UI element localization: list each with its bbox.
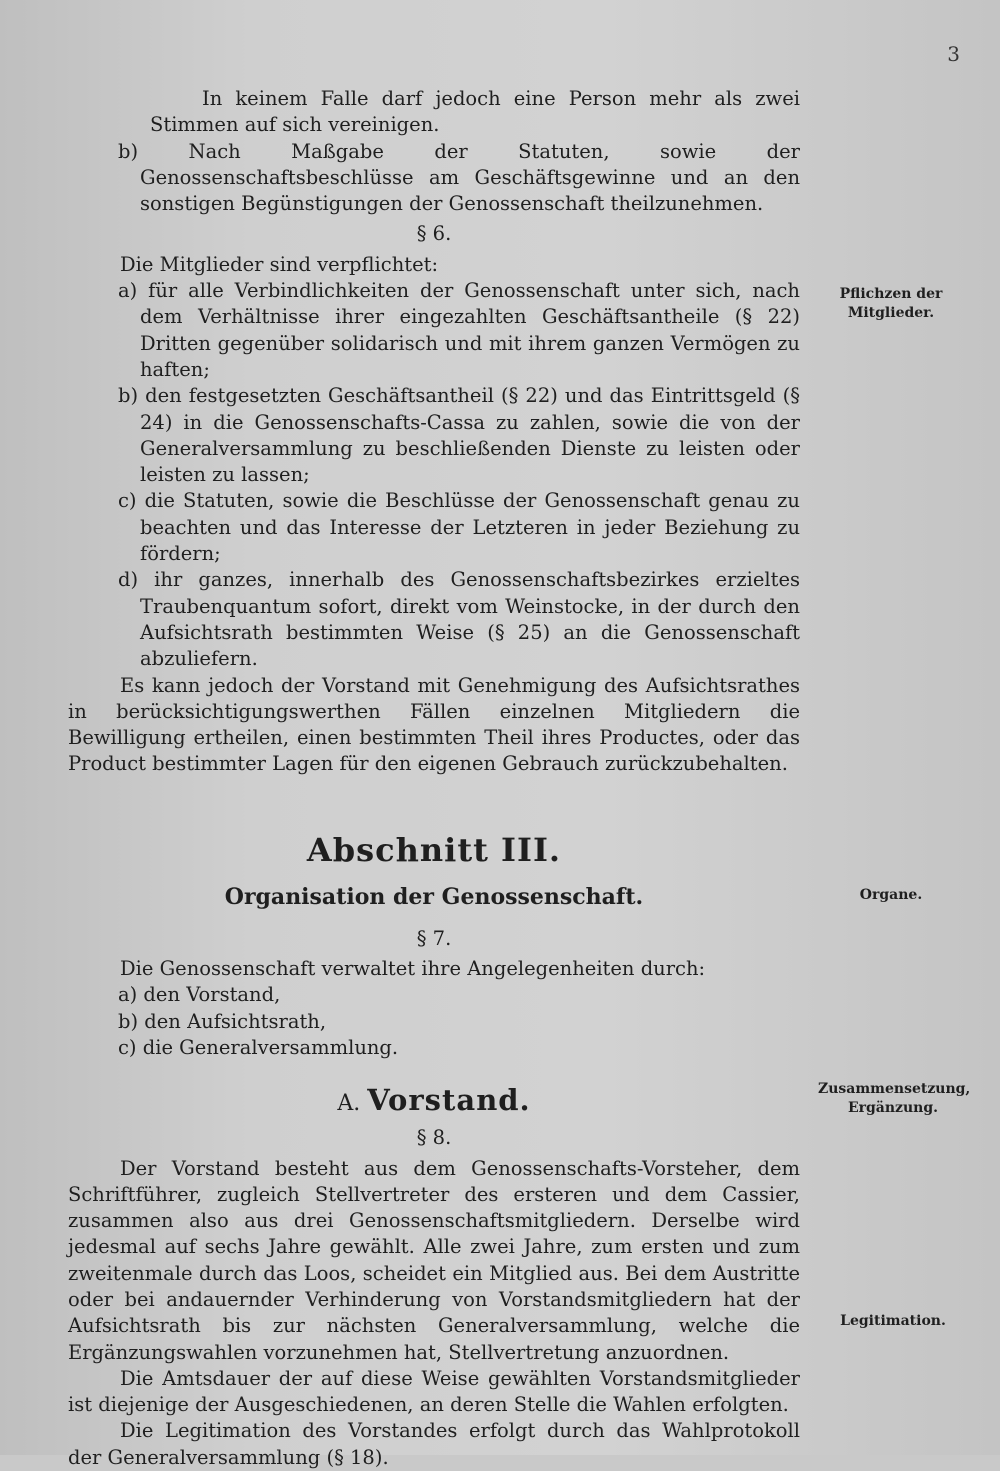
paragraph: Die Genossenschaft verwaltet ihre Angelegenheiten durch:	[120, 957, 706, 981]
chapter-heading: Abschnitt III.	[306, 830, 562, 869]
list-item: c) die Statuten, sowie die Beschlüsse der Genossenschaft genau zu beachten und das Interesse der Letzteren in jeder Beziehung zu fördern;	[118, 489, 800, 566]
section-number: § 8.	[416, 1126, 452, 1150]
paragraph: Es kann jedoch der Vorstand mit Genehmigung des Aufsichtsrathes in berücksichtigungswerthen Fällen einzelnen Mitgliedern die Bewilligung ertheilen, einen bestimmten Theil ihres Productes, oder das Product bestimmter Lagen für den eigenen Gebrauch zurückzubehalten.	[68, 673, 800, 776]
paragraph: Die Amtsdauer der auf diese Weise gewählten Vorstandsmitglieder ist diejenige der Ausgeschiedenen, an deren Stelle die Wahlen erfolgten.	[68, 1366, 800, 1417]
list-item: d) ihr ganzes, innerhalb des Genossenschaftsbezirkes erzieltes Traubenquantum sofort, direkt vom Weinstocke, in der durch den Aufsichtsrath bestimmten Weise (§ 25) an die Genossenschaft abzuliefern.	[118, 568, 800, 671]
paragraph: Die Legitimation des Vorstandes erfolgt durch das Wahlprotokoll der Generalversammlung (§ 18).	[68, 1419, 800, 1469]
list-item: a) den Vorstand,	[118, 983, 281, 1007]
subsection-letter: A.	[337, 1091, 361, 1117]
list-item: b) den Aufsichtsrath,	[118, 1009, 327, 1033]
paragraph: Der Vorstand besteht aus dem Genossenschafts-Vorsteher, dem Schriftführer, zugleich Stellvertreter des ersteren und dem Cassier, zusammen also aus drei Genossenschaftsmitgliedern. Derselbe wird jedesmal auf sechs Jahre gewählt. Alle zwei Jahre, zum ersten und zum zweitenmale durch das Loos, scheidet ein Mitglied aus. Bei dem Austritte oder bei andauernder Verhinderung von Vorstandsmitgliedern hat der Aufsichtsrath bis zur nächsten Generalversammlung, welche die Ergänzungswahlen vorzunehmen hat, Stellvertretung anzuordnen.	[68, 1156, 800, 1364]
page-number: 3	[947, 42, 960, 66]
list-item: b) Nach Maßgabe der Statuten, sowie der Genossenschaftsbeschlüsse am Geschäftsgewinne und an den sonstigen Begünstigungen der Genossenschaft theilzunehmen.	[118, 139, 800, 216]
subsection-title: Vorstand.	[367, 1083, 531, 1118]
paragraph: Die Mitglieder sind verpflichtet:	[120, 252, 439, 276]
section-number: § 7.	[416, 926, 452, 950]
list-item: b) den festgesetzten Geschäftsantheil (§ 22) und das Eintrittsgeld (§ 24) in die Genossenschafts-Cassa zu zahlen, sowie die von der Generalversammlung zu beschließenden Dienste zu leisten oder leisten zu lassen;	[118, 384, 800, 487]
paragraph: In keinem Falle darf jedoch eine Person mehr als zwei Stimmen auf sich vereinigen.	[150, 87, 800, 137]
list-item: c) die Generalversammlung.	[118, 1035, 399, 1059]
sidenote-legitimation: Legitimation.	[840, 1313, 946, 1329]
sidenote-organe: Organe.	[859, 887, 923, 903]
list-item: a) für alle Verbindlichkeiten der Genossenschaft unter sich, nach dem Verhältnisse ihrer eingezahlten Geschäftsantheile (§ 22) Dritten gegenüber solidarisch und mit ihrem ganzen Vermögen zu haften;	[118, 279, 800, 381]
main-text	[68, 86, 800, 1471]
sidenote-zusammensetzung: Zusammensetzung, Ergänzung.	[818, 1081, 971, 1116]
chapter-subheading: Organisation der Genossenschaft.	[224, 883, 644, 910]
section-number: § 6.	[416, 222, 452, 246]
subsection-heading	[68, 1085, 800, 1119]
sidenote-pflichten: Pflichzen der Mitglieder.	[839, 286, 943, 321]
